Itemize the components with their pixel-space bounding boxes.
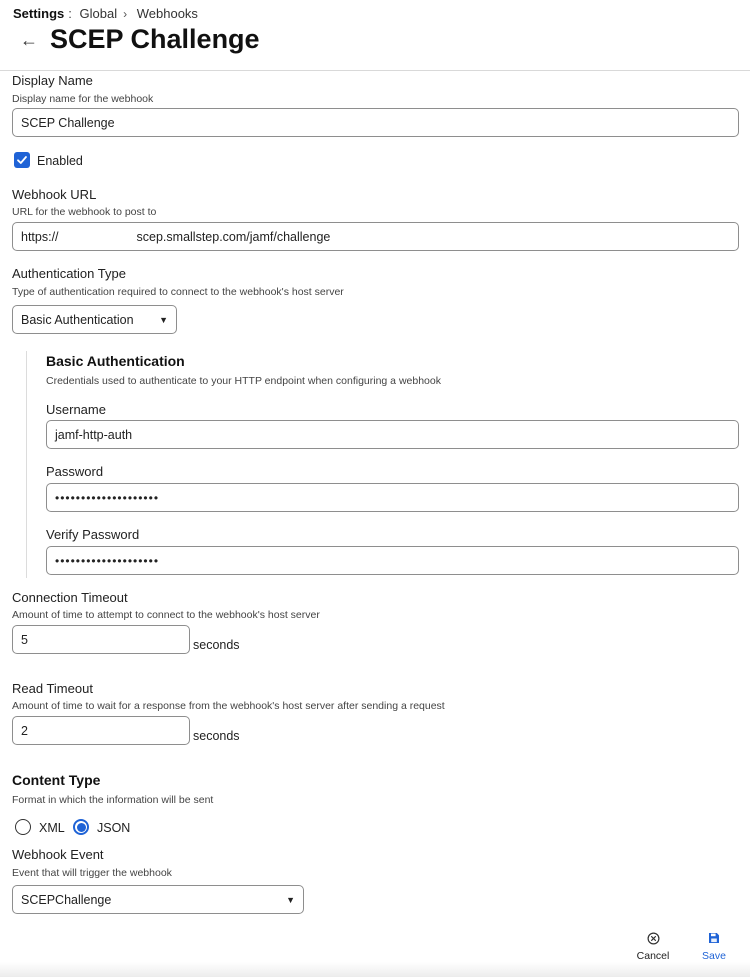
enabled-label: Enabled	[37, 154, 83, 168]
display-name-input[interactable]	[12, 108, 739, 137]
xml-radio-label: XML	[39, 821, 65, 835]
read-timeout-description: Amount of time to wait for a response from the webhook's host server after sending a request	[12, 700, 445, 712]
verify-password-value: ••••••••••••••••••••	[55, 553, 160, 568]
breadcrumb-global[interactable]: Global	[79, 6, 118, 21]
webhook-event-selected: SCEPChallenge	[21, 892, 112, 907]
check-icon	[16, 154, 28, 166]
enabled-checkbox[interactable]	[14, 152, 30, 168]
username-input[interactable]	[46, 420, 739, 449]
webhook-url-description: URL for the webhook to post to	[12, 206, 157, 218]
password-label: Password	[46, 464, 104, 479]
connection-timeout-description: Amount of time to attempt to connect to the webhook's host server	[12, 609, 320, 621]
header-divider	[0, 70, 750, 71]
json-radio[interactable]	[73, 819, 89, 835]
breadcrumb-webhooks[interactable]: Webhooks	[136, 6, 198, 21]
content-type-description: Format in which the information will be sent	[12, 794, 214, 806]
cancel-circle-icon	[647, 932, 660, 945]
verify-password-input[interactable]	[46, 546, 739, 575]
webhook-event-select[interactable]	[12, 885, 304, 914]
breadcrumb-root: Settings	[13, 6, 65, 21]
basic-auth-indent-line	[26, 351, 27, 578]
auth-type-description: Type of authentication required to connect to the webhook's host server	[12, 286, 344, 298]
webhook-url-suffix: scep.smallstep.com/jamf/challenge	[136, 229, 331, 244]
webhook-event-label: Webhook Event	[12, 847, 104, 862]
page-title: SCEP Challenge	[50, 24, 260, 54]
connection-timeout-label: Connection Timeout	[12, 590, 128, 605]
save-label: Save	[702, 950, 726, 962]
chevron-right-icon: ›	[123, 7, 128, 21]
caret-down-icon: ▼	[159, 314, 168, 325]
connection-timeout-input[interactable]	[12, 625, 190, 654]
read-timeout-unit: seconds	[193, 729, 240, 743]
xml-radio[interactable]	[15, 819, 31, 835]
password-value: ••••••••••••••••••••	[55, 490, 160, 505]
connection-timeout-value: 5	[21, 632, 28, 647]
password-input[interactable]	[46, 483, 739, 512]
read-timeout-value: 2	[21, 723, 28, 738]
webhook-url-input[interactable]	[12, 222, 739, 251]
save-disk-icon	[708, 932, 720, 944]
read-timeout-label: Read Timeout	[12, 681, 93, 696]
auth-type-select[interactable]	[12, 305, 177, 334]
webhook-event-description: Event that will trigger the webhook	[12, 867, 172, 879]
json-radio-label: JSON	[97, 821, 131, 835]
breadcrumb-separator: :	[68, 6, 72, 21]
content-type-title: Content Type	[12, 772, 101, 788]
breadcrumb	[13, 6, 198, 21]
display-name-label: Display Name	[12, 73, 93, 88]
cancel-button[interactable]	[633, 930, 673, 962]
connection-timeout-unit: seconds	[193, 638, 240, 652]
bottom-toolbar-shadow	[0, 962, 750, 977]
basic-auth-title: Basic Authentication	[46, 353, 185, 369]
display-name-description: Display name for the webhook	[12, 93, 154, 105]
webhook-url-prefix: https://	[21, 229, 59, 244]
radio-selected-dot	[77, 823, 86, 832]
caret-down-icon: ▼	[286, 894, 295, 905]
back-arrow-icon[interactable]: ←	[20, 30, 38, 50]
username-value: jamf-http-auth	[55, 427, 133, 442]
verify-password-label: Verify Password	[46, 527, 140, 542]
webhook-url-label: Webhook URL	[12, 187, 97, 202]
username-label: Username	[46, 402, 106, 417]
cancel-label: Cancel	[636, 950, 670, 962]
auth-type-selected: Basic Authentication	[21, 312, 134, 327]
display-name-value: SCEP Challenge	[21, 115, 115, 130]
basic-auth-description: Credentials used to authenticate to your HTTP endpoint when configuring a webhook	[46, 375, 441, 387]
auth-type-label: Authentication Type	[12, 266, 126, 281]
read-timeout-input[interactable]	[12, 716, 190, 745]
save-button[interactable]	[696, 930, 732, 962]
